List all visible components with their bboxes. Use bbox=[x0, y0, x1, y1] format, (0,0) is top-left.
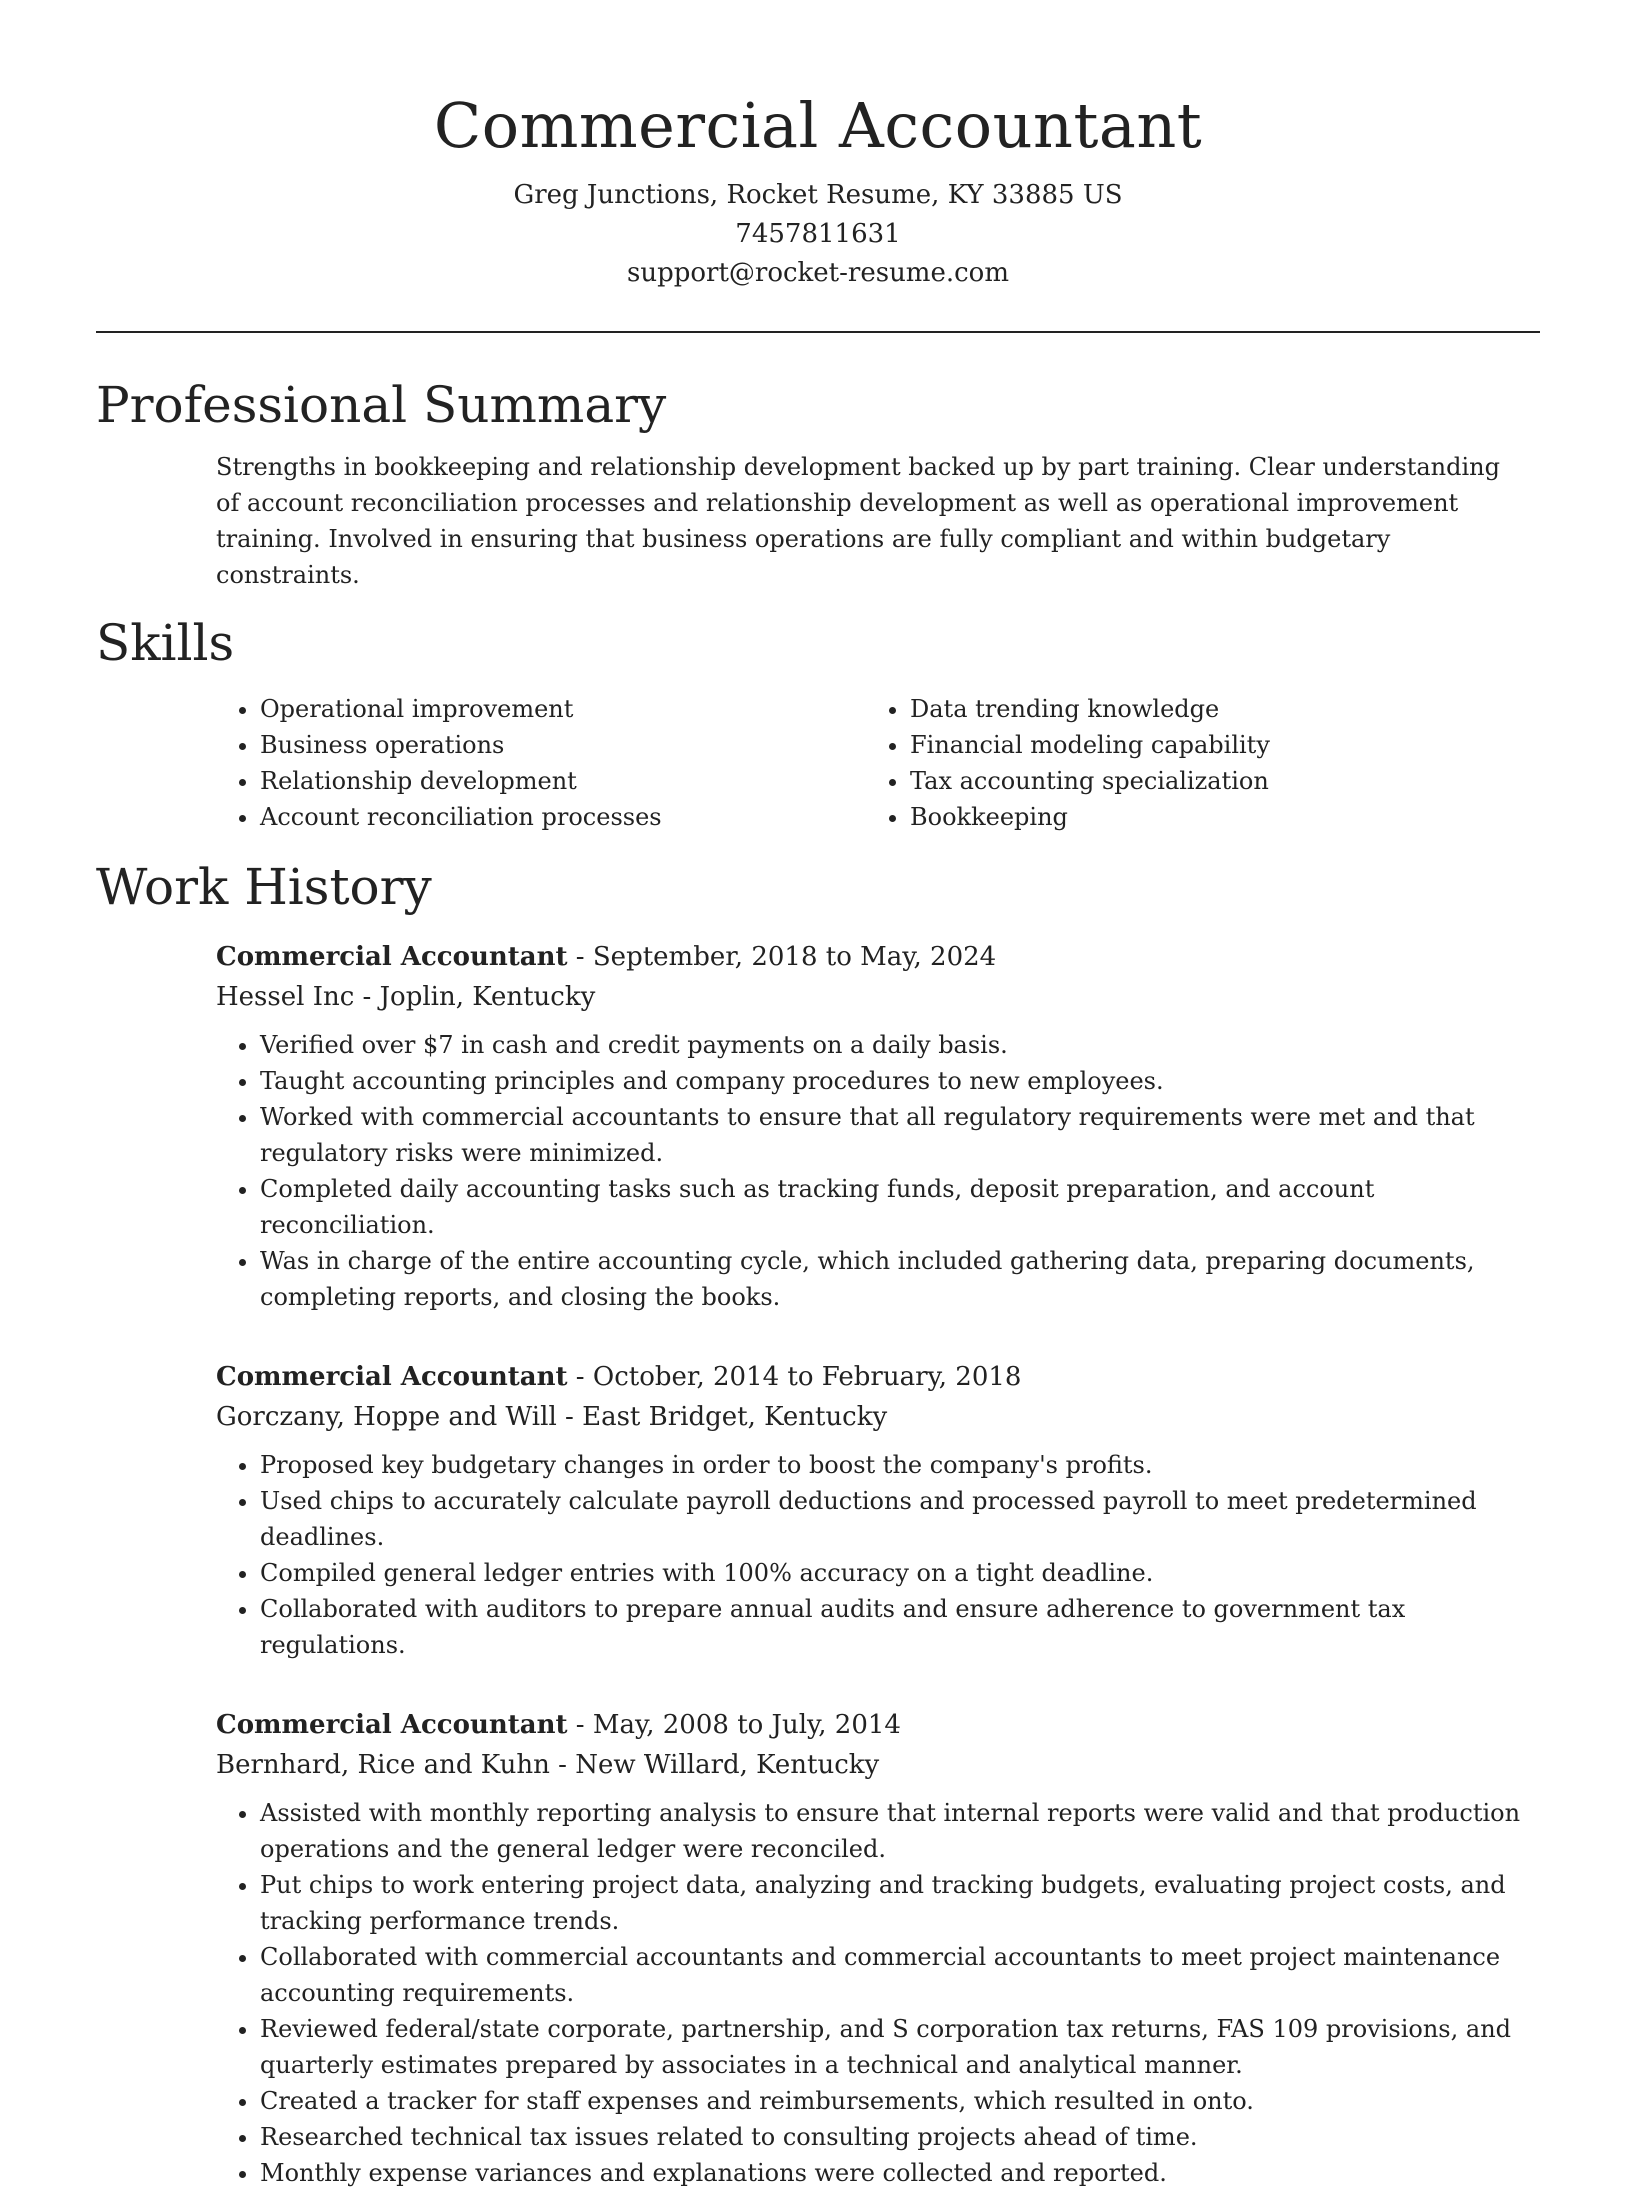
job-title-line bbox=[216, 1705, 1540, 1745]
job-bullet: • Put chips to work entering project data, analyzing and tracking budgets, evaluating project costs, and tracking performance trends. bbox=[260, 1867, 1540, 1939]
skill-item: • Tax accounting specialization bbox=[910, 763, 1510, 799]
job-bullet: • Created a tracker for staff expenses and reimbursements, which resulted in onto. bbox=[260, 2083, 1540, 2119]
skill-item: • Financial modeling capability bbox=[910, 727, 1510, 763]
job-company: Bernhard, Rice and Kuhn bbox=[216, 1750, 550, 1780]
summary-heading: Professional Summary bbox=[96, 376, 667, 434]
skill-item: • Relationship development bbox=[260, 763, 866, 799]
job-bullet: • Completed daily accounting tasks such as tracking funds, deposit preparation, and account reconciliation. bbox=[260, 1171, 1540, 1243]
job-bullet: • Collaborated with auditors to prepare annual audits and ensure adherence to government tax regulations. bbox=[260, 1591, 1540, 1663]
job-title: Commercial Accountant bbox=[216, 942, 568, 972]
contact-block bbox=[96, 176, 1540, 293]
job-bullets bbox=[216, 1447, 1540, 1663]
skills-heading: Skills bbox=[96, 614, 235, 672]
skill-item: • Operational improvement bbox=[260, 691, 866, 727]
job-bullet: • Monthly expense variances and explanations were collected and reported. bbox=[260, 2155, 1540, 2191]
job-title-line bbox=[216, 937, 1540, 977]
job-bullet: • Verified over $7 in cash and credit payments on a daily basis. bbox=[260, 1027, 1540, 1063]
job-separator: - bbox=[567, 1710, 593, 1740]
job-entry bbox=[216, 1705, 1540, 2191]
job-bullet: • Taught accounting principles and company procedures to new employees. bbox=[260, 1063, 1540, 1099]
skill-item: • Bookkeeping bbox=[910, 799, 1510, 835]
job-bullet: • Collaborated with commercial accountants and commercial accountants to meet project maintenance accounting requirements. bbox=[260, 1939, 1540, 2011]
job-bullet: • Proposed key budgetary changes in order to boost the company's profits. bbox=[260, 1447, 1540, 1483]
contact-email: support@rocket-resume.com bbox=[626, 258, 1009, 288]
contact-phone: 7457811631 bbox=[735, 219, 901, 249]
resume-page bbox=[96, 0, 1540, 2191]
job-dates: October, 2014 to February, 2018 bbox=[592, 1362, 1022, 1392]
job-location: East Bridget, Kentucky bbox=[582, 1402, 888, 1432]
job-bullets bbox=[216, 1027, 1540, 1315]
job-separator: - bbox=[567, 942, 593, 972]
summary-text: Strengths in bookkeeping and relationship development backed up by part training. Clear understanding of account reconciliation processes and relationship development as well as operational improvement training. Involved in ensuring that business operations are fully compliant and within budgetary constraints. bbox=[216, 453, 1500, 589]
candidate-name: Commercial Accountant bbox=[433, 89, 1203, 162]
job-company-line bbox=[216, 1745, 1540, 1785]
job-company-line bbox=[216, 977, 1540, 1017]
job-bullet: • Used chips to accurately calculate payroll deductions and processed payroll to meet predetermined deadlines. bbox=[260, 1483, 1540, 1555]
job-bullet: • Researched technical tax issues related to consulting projects ahead of time. bbox=[260, 2119, 1540, 2155]
job-location: New Willard, Kentucky bbox=[575, 1750, 880, 1780]
job-title: Commercial Accountant bbox=[216, 1710, 568, 1740]
job-bullet: • Was in charge of the entire accounting cycle, which included gathering data, preparing documents, completing reports, and closing the books. bbox=[260, 1243, 1540, 1315]
skills-column-right bbox=[866, 691, 1510, 835]
skill-item: • Business operations bbox=[260, 727, 866, 763]
job-separator: - bbox=[549, 1750, 576, 1780]
job-dates: September, 2018 to May, 2024 bbox=[592, 942, 997, 972]
job-entry bbox=[216, 1357, 1540, 1663]
job-bullet: • Compiled general ledger entries with 100% accuracy on a tight deadline. bbox=[260, 1555, 1540, 1591]
job-bullet: • Assisted with monthly reporting analysis to ensure that internal reports were valid and that production operations and the general ledger were reconciled. bbox=[260, 1795, 1540, 1867]
job-bullets bbox=[216, 1795, 1540, 2191]
job-location: Joplin, Kentucky bbox=[379, 982, 596, 1012]
job-title: Commercial Accountant bbox=[216, 1362, 568, 1392]
job-bullet: • Reviewed federal/state corporate, partnership, and S corporation tax returns, FAS 109 provisions, and quarterly estimates prepared by associates in a technical and analytical manner. bbox=[260, 2011, 1540, 2083]
header-divider bbox=[96, 331, 1540, 333]
job-separator: - bbox=[556, 1402, 583, 1432]
skills-column-left bbox=[216, 691, 866, 835]
contact-address: Greg Junctions, Rocket Resume, KY 33885 US bbox=[513, 180, 1123, 210]
job-bullet: • Worked with commercial accountants to ensure that all regulatory requirements were met and that regulatory risks were minimized. bbox=[260, 1099, 1540, 1171]
skill-item: • Data trending knowledge bbox=[910, 691, 1510, 727]
job-company-line bbox=[216, 1397, 1540, 1437]
job-separator: - bbox=[354, 982, 380, 1012]
job-separator: - bbox=[567, 1362, 593, 1392]
job-title-line bbox=[216, 1357, 1540, 1397]
job-company: Hessel Inc bbox=[216, 982, 355, 1012]
job-entry bbox=[216, 937, 1540, 1315]
skills-list bbox=[216, 691, 1540, 835]
job-dates: May, 2008 to July, 2014 bbox=[592, 1710, 901, 1740]
work-history-heading: Work History bbox=[96, 858, 432, 916]
skill-item: • Account reconciliation processes bbox=[260, 799, 866, 835]
job-company: Gorczany, Hoppe and Will bbox=[216, 1402, 557, 1432]
resume-header bbox=[96, 0, 1540, 293]
